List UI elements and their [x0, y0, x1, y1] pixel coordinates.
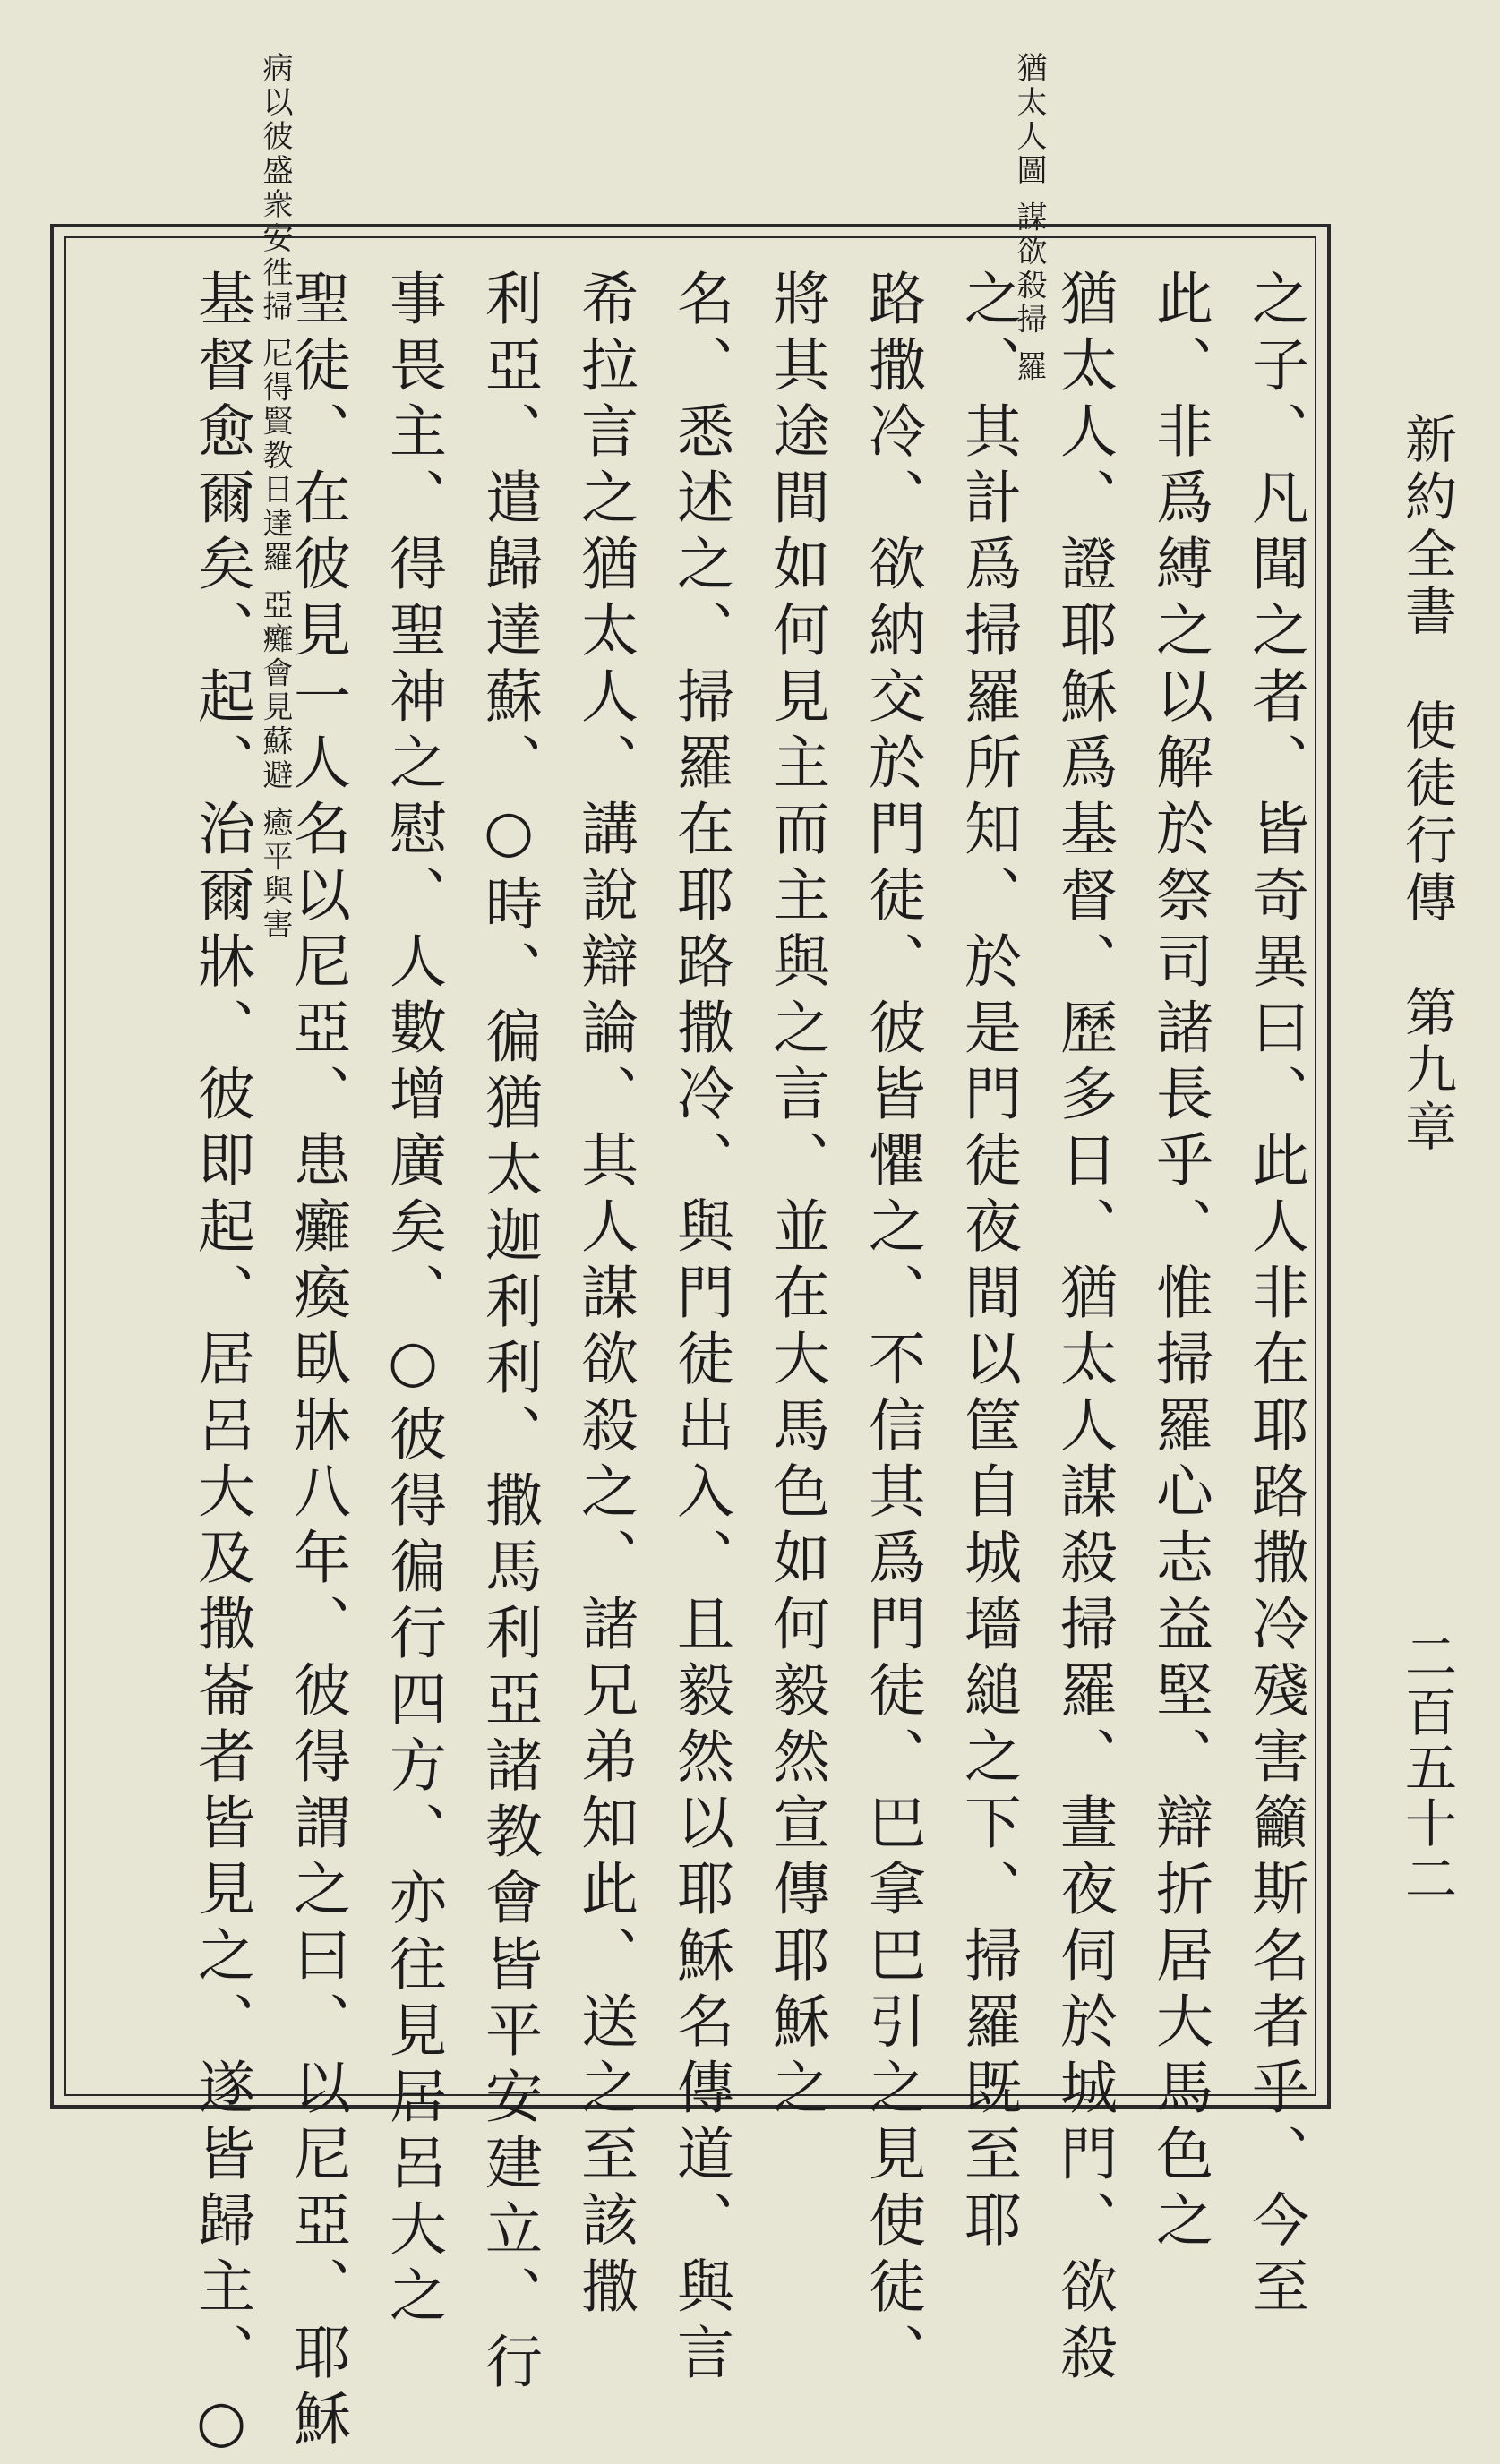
text-line: 基督愈爾矣、起、治爾牀、彼即起、居呂大及撒崙者皆見之、遂皆歸主、○	[188, 269, 254, 2464]
text-line: 希拉言之猶太人、講說辯論、其人謀欲殺之、諸兄弟知此、送之至該撒	[571, 269, 638, 2323]
text-line: 利亞、遣歸達蘇、○時、徧猶太迦利利、撒馬利亞諸教會皆平安建立、行	[476, 269, 542, 2398]
text-line: 聖徒、在彼見一人名以尼亞、患癱瘓臥牀八年、彼得謂之曰、以尼亞、耶穌	[284, 269, 350, 2455]
text-line: 此、非爲縛之以解於祭司諸長乎、惟掃羅心志益堅、辯折居大馬色之	[1146, 269, 1213, 2256]
text-line: 之子、凡聞之者、皆奇異曰、此人非在耶路撒冷殘害籲斯名者乎、今至	[1242, 269, 1308, 2323]
text-line: 名、悉述之、掃羅在耶路撒冷、與門徒出入、且毅然以耶穌名傳道、與言	[667, 269, 733, 2389]
text-line: 路撒冷、欲納交於門徒、彼皆懼之、不信其爲門徒、巴拿巴引之見使徒、	[859, 269, 925, 2389]
margin-note-left: 病以彼盛衆安徃掃 尼得賢教日達羅 亞癱會見蘇避 癒平與害	[257, 52, 293, 943]
text-line: 事畏主、得聖神之慰、人數增廣矣、○彼得徧行四方、亦往見居呂大之	[380, 269, 446, 2331]
page-header: 新約全書 使徒行傳 第九章	[1396, 412, 1457, 1157]
body-text	[93, 269, 1320, 2464]
text-line: 將其途間如何見主而主與之言、並在大馬色如何毅然宣傳耶穌之	[763, 269, 829, 2124]
text-line: 猶太人、證耶穌爲基督、歷多日、猶太人謀殺掃羅、晝夜伺於城門、欲殺	[1050, 269, 1117, 2389]
margin-note-right: 猶太人圖 謀欲殺掃 羅	[1011, 52, 1047, 385]
text-line: 之、其計爲掃羅所知、於是門徒夜間以筐自城墻縋之下、掃羅既至耶	[955, 269, 1021, 2256]
page-number: 二百五十二	[1396, 1630, 1457, 1907]
